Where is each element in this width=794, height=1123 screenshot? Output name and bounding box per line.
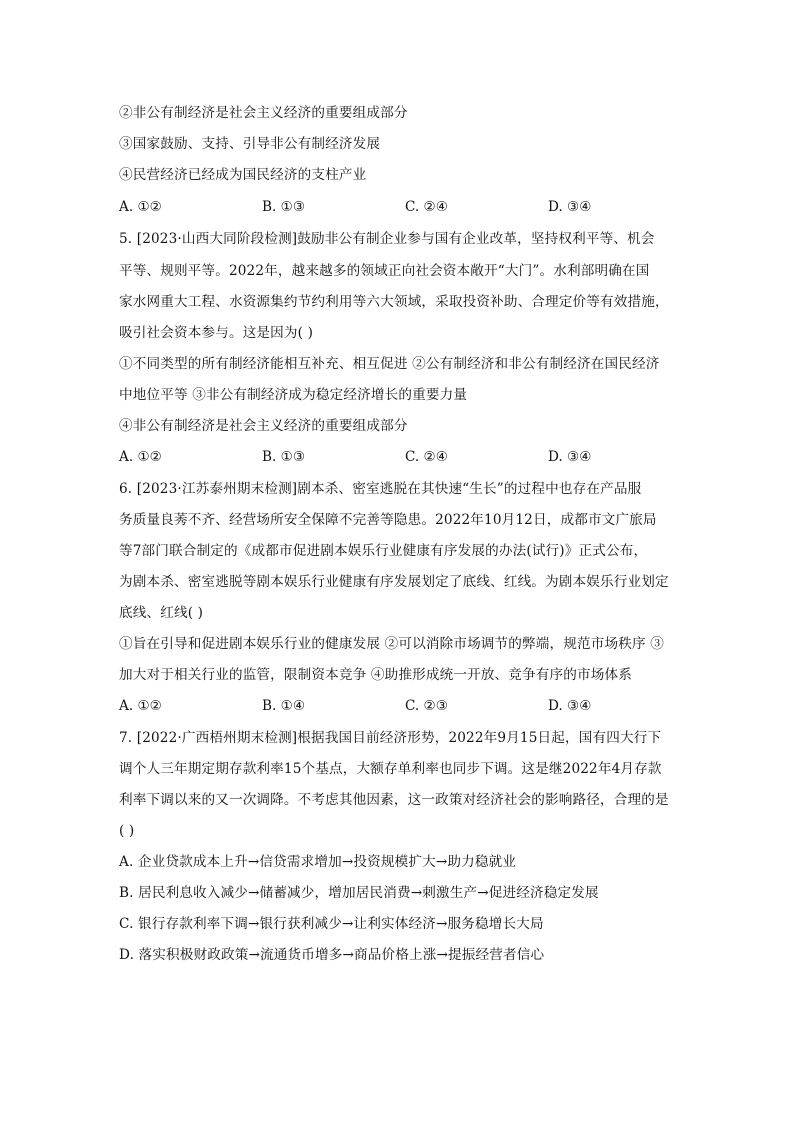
q6-option-b[interactable]: B. ①④ [262,698,306,714]
q7-choice-b[interactable]: B. 居民利息收入减少→储蓄减少，增加居民消费→刺激生产→促进经济稳定发展 [119,885,599,901]
q6-option-c[interactable]: C. ②③ [405,698,448,714]
q6-option-a[interactable]: A. ①② [119,698,162,714]
q5-option-b[interactable]: B. ①③ [262,449,306,465]
q6-statements-line-1: ①旨在引导和促进剧本娱乐行业的健康发展 ②可以消除市场调节的弊端，规范市场秩序 ③ [119,636,664,652]
q7-stem-line-3: 利率下调以来的又一次调降。不考虑其他因素，这一政策对经济社会的影响路径，合理的是 [119,792,669,808]
q5-option-a[interactable]: A. ①② [119,449,162,465]
q5-stem-line-3: 家水网重大工程、水资源集约节约利用等六大领域，采取投资补助、合理定价等有效措施， [119,294,669,310]
q5-stem-line-4: 吸引社会资本参与。这是因为( ) [119,325,314,341]
q6-stem-line-3: 等7部门联合制定的《成都市促进剧本娱乐行业健康有序发展的办法(试行)》正式公布， [119,543,648,559]
q4-option-b[interactable]: B. ①③ [262,199,306,215]
q6-stem-line-4: 为剧本杀、密室逃脱等剧本娱乐行业健康有序发展划定了底线、红线。为剧本娱乐行业划定 [119,574,669,590]
q4-statement-4: ④民营经济已经成为国民经济的支柱产业 [119,167,367,183]
q5-statements-line-3: ④非公有制经济是社会主义经济的重要组成部分 [119,418,408,434]
q6-statements-line-2: 加大对于相关行业的监管，限制资本竞争 ④助推形成统一开放、竞争有序的市场体系 [119,667,632,683]
q5-stem-line-2: 平等、规则平等。2022年，越来越多的领域正向社会资本敞开“大门”。水利部明确在国 [119,263,650,279]
q5-stem-line-1: 5. [2023·山西大同阶段检测]鼓励非公有制企业参与国有企业改革，坚持权利平等、机会 [119,231,655,247]
q7-stem-line-4: ( ) [119,823,135,839]
q5-statements-line-1: ①不同类型的所有制经济能相互补充、相互促进 ②公有制经济和非公有制经济在国民经济 [119,356,660,372]
q6-stem-line-2: 务质量良莠不齐、经营场所安全保障不完善等隐患。2022年10月12日，成都市文广旅局 [119,512,657,528]
q4-option-a[interactable]: A. ①② [119,199,162,215]
q6-option-d[interactable]: D. ③④ [548,698,592,714]
q5-option-d[interactable]: D. ③④ [548,449,592,465]
q6-stem-line-1: 6. [2023·江苏泰州期末检测]剧本杀、密室逃脱在其快速“生长”的过程中也存在产品服 [119,481,642,497]
q7-stem-line-1: 7. [2022·广西梧州期末检测]根据我国目前经济形势，2022年9月15日起，国有四大行下 [119,730,662,746]
q5-statements-line-2: 中地位平等 ③非公有制经济成为稳定经济增长的重要力量 [119,387,468,403]
q4-statement-3: ③国家鼓励、支持、引导非公有制经济发展 [119,136,381,152]
q4-option-c[interactable]: C. ②④ [405,199,448,215]
q5-option-c[interactable]: C. ②④ [405,449,448,465]
q7-stem-line-2: 调个人三年期定期存款利率15个基点，大额存单利率也同步下调。这是继2022年4月存款 [119,761,662,777]
q4-option-d[interactable]: D. ③④ [548,199,592,215]
q4-statement-2: ②非公有制经济是社会主义经济的重要组成部分 [119,105,408,121]
q7-choice-c[interactable]: C. 银行存款利率下调→银行获利减少→让利实体经济→服务稳增长大局 [119,916,544,932]
q6-stem-line-5: 底线、红线( ) [119,605,204,621]
q7-choice-d[interactable]: D. 落实积极财政政策→流通货币增多→商品价格上涨→提振经营者信心 [119,947,545,963]
q7-choice-a[interactable]: A. 企业贷款成本上升→信贷需求增加→投资规模扩大→助力稳就业 [119,854,517,870]
